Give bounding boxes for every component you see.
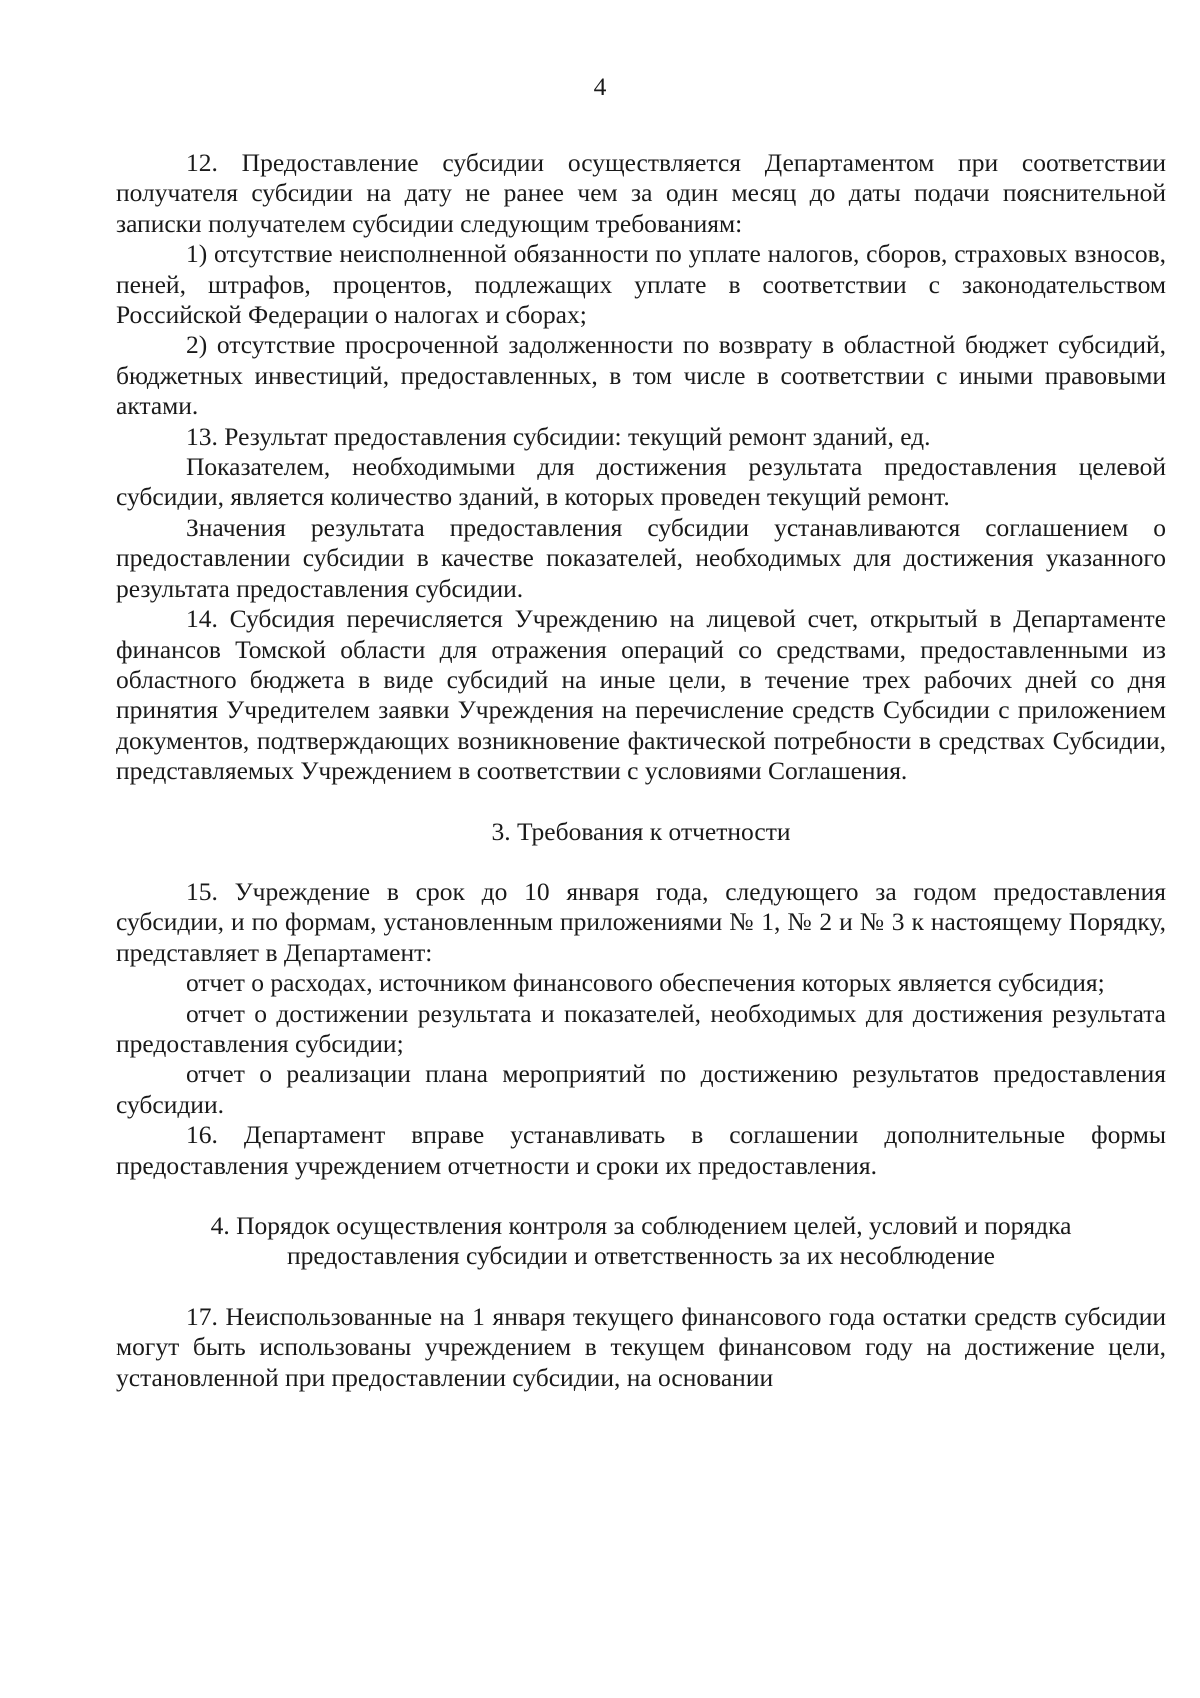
paragraph-13-values: Значения результата предоставления субсидии устанавливаются соглашением о предоставлении субсидии в качестве показателей, необходимых для достижения указанного результата предоставления субсидии.: [116, 512, 1166, 603]
section-3-heading: 3. Требования к отчетности: [491, 816, 791, 846]
section-4-heading-line-1: 4. Порядок осуществления контроля за соблюдением целей, условий и порядка: [210, 1211, 1072, 1240]
paragraph-15: 15. Учреждение в срок до 10 января года, следующего за годом предоставления субсидии, и по формам, установленным приложениями № 1, № 2 и № 3 к настоящему Порядку, представляет в Департамент:: [116, 876, 1166, 967]
paragraph-13-indicator: Показателем, необходимыми для достижения результата предоставления целевой субсидии, является количество зданий, в которых проведен текущий ремонт.: [116, 452, 1166, 512]
paragraph-14: 14. Субсидия перечисляется Учреждению на лицевой счет, открытый в Департаменте финансов Томской области для отражения операций со средствами, предоставленными из областного бюджета в виде субсидий на иные цели, в течение трех рабочих дней со дня принятия Учредителем заявки Учреждения на перечисление средств Субсидии с приложением документов, подтверждающих возникновение фактической потребности в средствах Субсидии, представляемых Учреждением в соответствии с условиями Соглашения.: [116, 604, 1166, 786]
paragraph-12-item-1: 1) отсутствие неисполненной обязанности по уплате налогов, сборов, страховых взносов, пеней, штрафов, процентов, подлежащих уплате в соответствии с законодательством Российской Федерации о налогах и сборах;: [116, 239, 1166, 330]
paragraph-15-report-plan: отчет о реализации плана мероприятий по достижению результатов предоставления субсидии.: [116, 1059, 1166, 1119]
paragraph-12: 12. Предоставление субсидии осуществляется Департаментом при соответствии получателя субсидии на дату не ранее чем за один месяц до даты подачи пояснительной записки получателем субсидии следующим требованиям:: [116, 148, 1166, 238]
page-number: 4: [593, 72, 607, 101]
paragraph-16: 16. Департамент вправе устанавливать в соглашении дополнительные формы предоставления учреждением отчетности и сроки их предоставления.: [116, 1120, 1166, 1180]
section-4-heading: [116, 1211, 1166, 1272]
paragraph-15-report-results: отчет о достижении результата и показателей, необходимых для достижения результата предоставления субсидии;: [116, 998, 1166, 1058]
paragraph-15-report-expenses: отчет о расходах, источником финансового обеспечения которых является субсидия;: [186, 968, 1105, 998]
paragraph-12-item-2: 2) отсутствие просроченной задолженности по возврату в областной бюджет субсидий, бюджетных инвестиций, предоставленных, в том числе в соответствии с иными правовыми актами.: [116, 330, 1166, 421]
paragraph-13: 13. Результат предоставления субсидии: текущий ремонт зданий, ед.: [186, 421, 931, 451]
document-body: [116, 148, 1166, 1393]
section-4-heading-line-2: предоставления субсидии и ответственность за их несоблюдение: [287, 1241, 995, 1271]
paragraph-17: 17. Неиспользованные на 1 января текущего финансового года остатки средств субсидии могут быть использованы учреждением в текущем финансовом году на достижение цели, установленной при предоставлении субсидии, на основании: [116, 1301, 1166, 1392]
